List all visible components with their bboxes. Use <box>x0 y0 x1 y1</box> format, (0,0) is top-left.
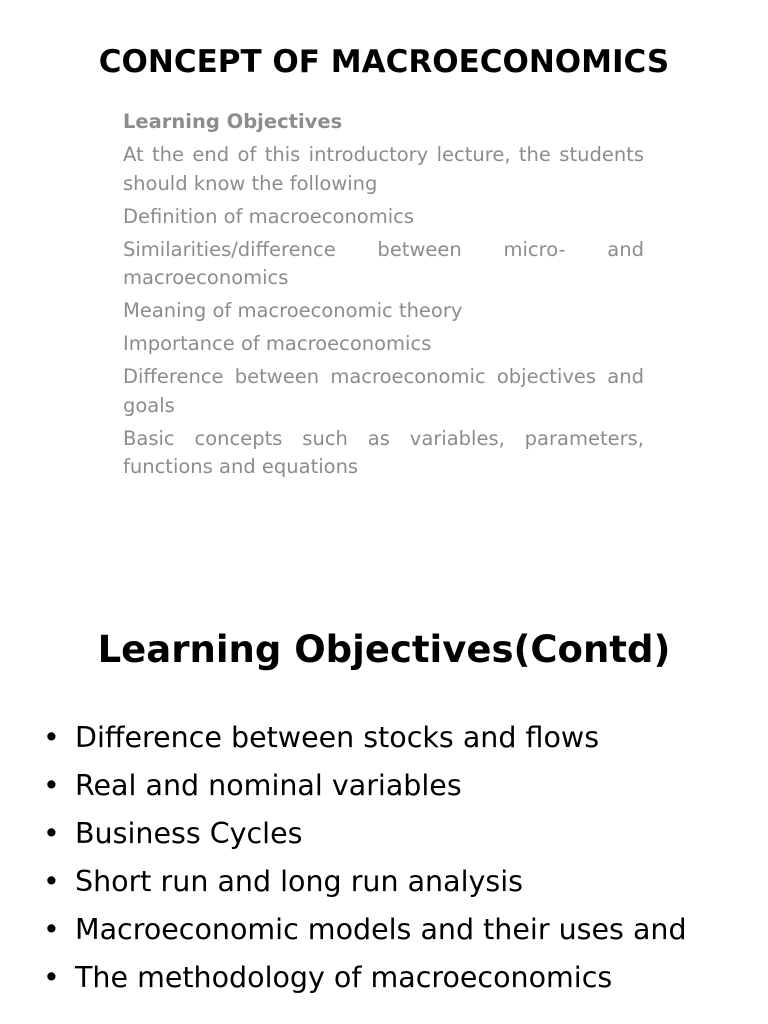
objective-paragraph: Similarities/difference between micro- and macroeconomics <box>123 237 644 289</box>
objective-paragraph: At the end of this introductory lecture, the students should know the following <box>123 143 644 195</box>
slide-title: Learning Objectives(Contd) <box>97 628 671 671</box>
objectives-bullet-list <box>40 714 740 1002</box>
list-item-text: Short run and long run analysis <box>75 865 523 898</box>
objective-paragraph: Basic concepts such as variables, parameters, functions and equations <box>123 426 644 478</box>
bullet-icon: • <box>43 865 60 898</box>
list-item-text: The methodology of macroeconomics <box>75 961 613 994</box>
list-item-text: Business Cycles <box>75 817 303 850</box>
learning-objectives-block <box>123 108 644 486</box>
objective-paragraph: Difference between macroeconomic objectives and goals <box>123 365 644 417</box>
list-item <box>40 954 740 1002</box>
list-item <box>40 714 740 762</box>
objective-paragraph: Meaning of macroeconomic theory <box>123 299 463 322</box>
list-item <box>40 906 740 954</box>
list-item <box>40 762 740 810</box>
slide-title: CONCEPT OF MACROECONOMICS <box>98 44 670 80</box>
bullet-icon: • <box>43 817 60 850</box>
slide-learning-objectives-contd <box>0 512 768 1024</box>
objectives-heading: Learning Objectives <box>123 110 343 133</box>
list-item-text: Real and nominal variables <box>75 769 462 802</box>
bullet-icon: • <box>43 913 60 946</box>
list-item <box>40 810 740 858</box>
list-item <box>40 858 740 906</box>
bullet-icon: • <box>43 961 60 994</box>
objective-paragraph: Definition of macroeconomics <box>123 204 415 228</box>
objective-paragraph: Importance of macroeconomics <box>123 332 432 355</box>
bullet-icon: • <box>43 721 60 754</box>
list-item-text: Macroeconomic models and their uses and <box>75 913 687 946</box>
bullet-icon: • <box>43 769 60 802</box>
list-item-text: Difference between stocks and flows <box>75 721 600 754</box>
